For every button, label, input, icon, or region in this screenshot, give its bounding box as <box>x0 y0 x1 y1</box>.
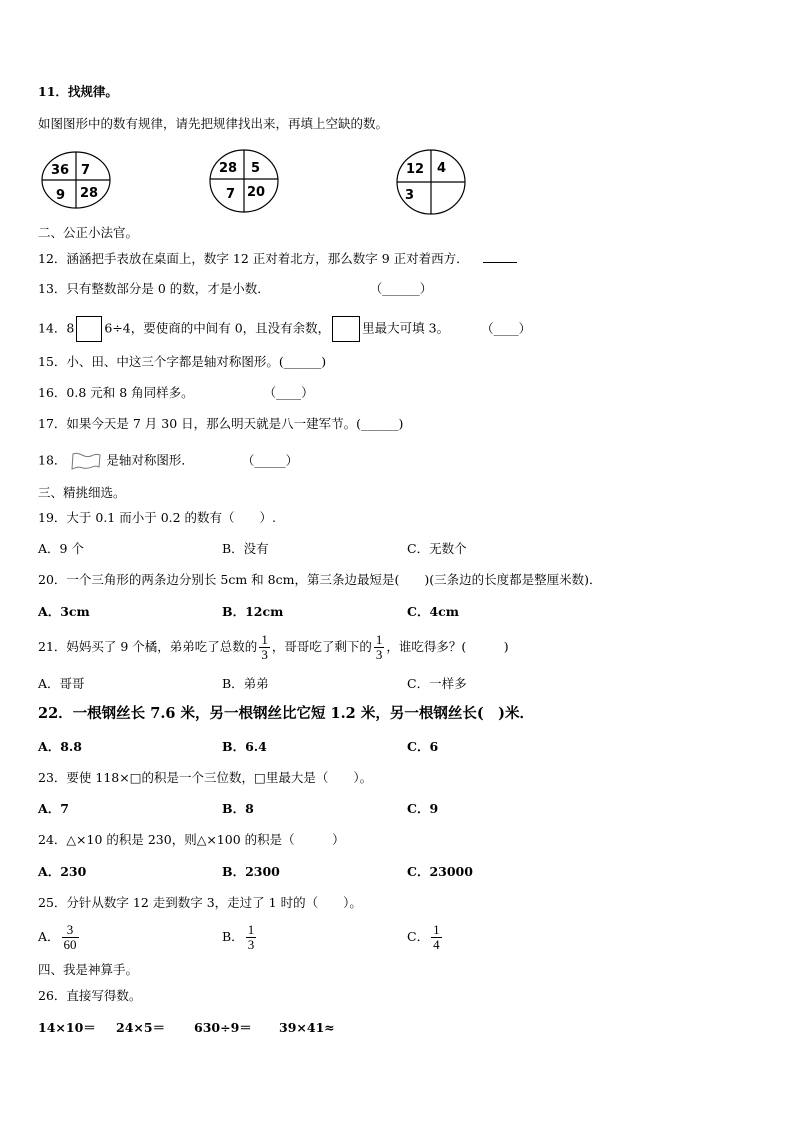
q24-text: 24．△×10 的积是 230，则△×100 的积是（ ） <box>38 832 345 847</box>
q13-text: 13．只有整数部分是 0 的数，才是小数． <box>38 281 270 296</box>
q18-label: 18． <box>38 452 67 468</box>
q24-option-a[interactable]: A．230 <box>38 864 87 879</box>
circle3-top-left: 12 <box>406 162 425 177</box>
q19-option-a[interactable]: A．9 个 <box>38 541 84 556</box>
q21-fraction-1: $\frac{1}{3}$ <box>261 632 268 662</box>
q21-option-a[interactable]: A．哥哥 <box>38 676 85 691</box>
q14-digit-box[interactable] <box>76 316 102 342</box>
q21-text-b: ，哥哥吃了剩下的 <box>271 639 372 654</box>
q25-option-b-fraction: $\frac{1}{3}$ <box>247 922 255 952</box>
q20-option-a[interactable]: A．3cm <box>38 604 90 619</box>
circle3-top-right: 4 <box>437 161 447 176</box>
q22-option-c[interactable]: C．6 <box>407 739 439 754</box>
q18-answer-paren[interactable]: （_____） <box>241 452 299 468</box>
q26-item-4[interactable]: 39×41≈ <box>279 1020 335 1035</box>
q21-text-a: 21．妈妈买了 9 个橘，弟弟吃了总数的 <box>38 639 258 654</box>
pattern-circle-1 <box>40 150 112 210</box>
q12-row <box>38 250 517 267</box>
q11-title: 11．找规律。 <box>38 84 118 99</box>
section-4-title: 四、我是神算手。 <box>38 962 139 977</box>
circle2-bottom-right: 20 <box>247 185 266 200</box>
section-2-title: 二、公正小法官。 <box>38 225 139 240</box>
q13-answer-paren[interactable]: （______） <box>369 281 433 296</box>
q22-text: 22．一根钢丝长 7.6 米，另一根钢丝比它短 1.2 米，另一根钢丝长( )米． <box>38 705 535 722</box>
q18-row <box>38 451 298 471</box>
q25-option-a-fraction: $\frac{3}{60}$ <box>63 922 77 952</box>
q26-item-2[interactable]: 24×5＝ <box>116 1020 166 1035</box>
q21-option-c[interactable]: C．一样多 <box>407 676 467 691</box>
wave-shape-icon <box>70 451 102 471</box>
q26-item-1[interactable]: 14×10＝ <box>38 1020 96 1035</box>
q25-option-c-fraction: $\frac{1}{4}$ <box>433 922 440 952</box>
q20-option-b[interactable]: B．12cm <box>222 604 284 619</box>
circle1-bottom-left: 9 <box>56 188 66 203</box>
q12-answer-blank[interactable] <box>483 250 517 263</box>
q25-option-b[interactable]: B． $\frac{1}{3}$ <box>222 922 255 952</box>
q19-option-b[interactable]: B．没有 <box>222 541 269 556</box>
circle1-top-right: 7 <box>81 163 91 178</box>
pattern-circle-2 <box>208 148 280 214</box>
circle2-top-right: 5 <box>251 161 261 176</box>
circle2-bottom-left: 7 <box>226 187 236 202</box>
q14-text-b: 6÷4，要使商的中间有 0，且没有余数， <box>104 320 331 336</box>
q13-row <box>38 281 432 297</box>
q16-text: 16．0.8 元和 8 角同样多。 <box>38 385 194 400</box>
q22-option-b[interactable]: B．6.4 <box>222 739 267 754</box>
q14-answer-box[interactable] <box>332 316 360 342</box>
q20-text: 20．一个三角形的两条边分别长 5cm 和 8cm，第三条边最短是( )(三条边的长度都是整厘米数)． <box>38 572 602 587</box>
q26-title: 26．直接写得数。 <box>38 988 142 1003</box>
circle2-top-left: 28 <box>219 161 238 176</box>
q15-text: 15．小、田、中这三个字都是轴对称图形。(______) <box>38 354 327 369</box>
q23-option-c[interactable]: C．9 <box>407 801 439 816</box>
q21-option-b[interactable]: B．弟弟 <box>222 676 269 691</box>
q19-option-c[interactable]: C．无数个 <box>407 541 467 556</box>
q25-option-a[interactable]: A． $\frac{3}{60}$ <box>38 922 77 952</box>
circle3-bottom-left: 3 <box>405 188 415 203</box>
q25-option-c[interactable]: C． $\frac{1}{4}$ <box>407 922 440 952</box>
q25-text: 25．分针从数字 12 走到数字 3，走过了 1 时的（ ）。 <box>38 895 362 910</box>
q19-text: 19．大于 0.1 而小于 0.2 的数有（ ）. <box>38 510 277 525</box>
q22-option-a[interactable]: A．8.8 <box>38 739 82 754</box>
q26-item-3[interactable]: 630÷9＝ <box>194 1020 252 1035</box>
q21-row <box>38 630 509 664</box>
q16-row <box>38 385 314 401</box>
circle1-top-left: 36 <box>51 163 70 178</box>
q24-option-c[interactable]: C．23000 <box>407 864 473 879</box>
q14-text-c: 里最大可填 3。 <box>362 320 450 336</box>
q11-description: 如图图形中的数有规律，请先把规律找出来，再填上空缺的数。 <box>38 116 389 131</box>
section-3-title: 三、精挑细选。 <box>38 485 126 500</box>
q17-text: 17．如果今天是 7 月 30 日，那么明天就是八一建军节。(______) <box>38 416 404 431</box>
q24-option-b[interactable]: B．2300 <box>222 864 280 879</box>
q12-text: 12．涵涵把手表放在桌面上，数字 12 正对着北方，那么数字 9 正对着西方． <box>38 251 469 266</box>
q16-answer-paren[interactable]: （____） <box>263 385 314 400</box>
q23-text: 23．要使 118×□的积是一个三位数，□里最大是（ ）。 <box>38 770 373 785</box>
q18-text: 是轴对称图形． <box>106 452 194 468</box>
q14-text-a: 14．8 <box>38 320 75 336</box>
q20-option-c[interactable]: C．4cm <box>407 604 459 619</box>
q14-row <box>38 316 531 342</box>
circle1-bottom-right: 28 <box>80 186 99 201</box>
q21-text-c: ，谁吃得多？( ) <box>386 639 509 654</box>
q21-fraction-2: $\frac{1}{3}$ <box>375 632 383 662</box>
q23-option-a[interactable]: A．7 <box>38 801 69 816</box>
pattern-circle-3 <box>395 148 467 216</box>
q14-answer-paren[interactable]: （____） <box>481 320 532 336</box>
q23-option-b[interactable]: B．8 <box>222 801 254 816</box>
